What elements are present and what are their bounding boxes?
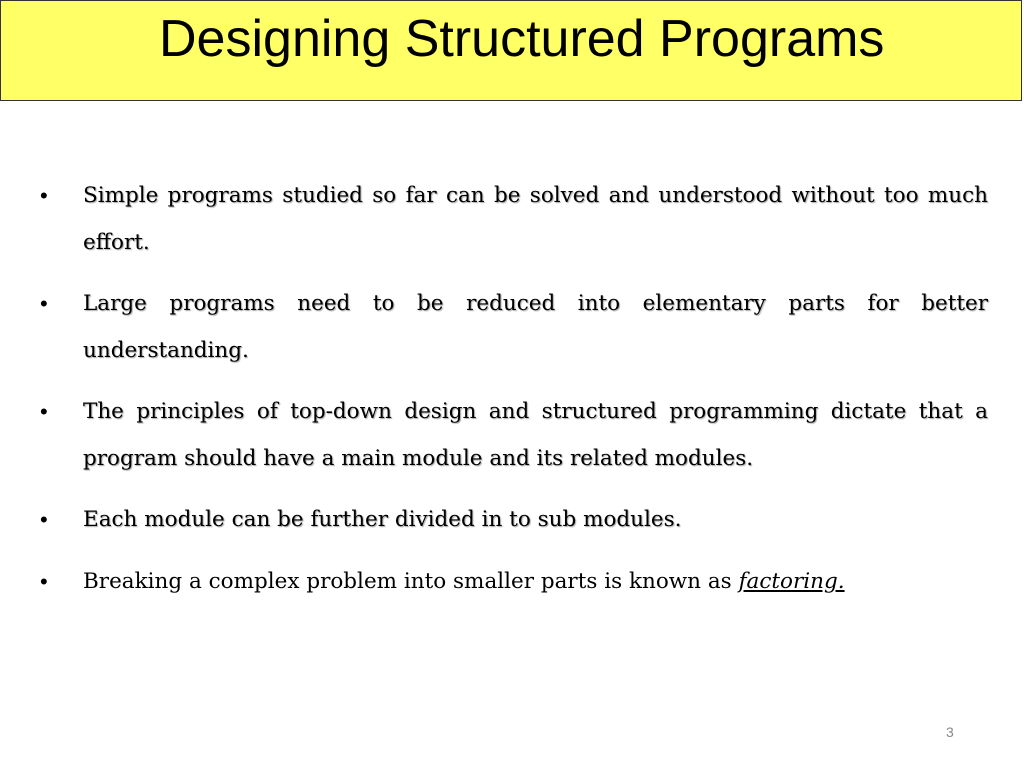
- bullet-text: Each module can be further divided in to sub modules.: [83, 507, 682, 532]
- bullet-marker: •: [40, 569, 48, 594]
- bullet-list: [40, 172, 988, 620]
- list-item: [40, 558, 988, 606]
- bullet-text-prefix: Breaking a complex problem into smaller parts is known as: [83, 569, 739, 594]
- list-item: [40, 388, 988, 482]
- list-item: [40, 172, 988, 266]
- bullet-marker: •: [40, 291, 48, 316]
- slide-title: Designing Structured Programs: [159, 10, 885, 68]
- bullet-marker: •: [40, 399, 48, 424]
- bullet-marker: •: [40, 183, 48, 208]
- bullet-marker: •: [40, 507, 48, 532]
- bullet-text: Large programs need to be reduced into elementary parts for better understanding.: [83, 291, 988, 363]
- factoring-term: factoring.: [738, 569, 845, 594]
- page-number: 3: [946, 724, 954, 740]
- bullet-text: [83, 558, 988, 605]
- list-item: [40, 496, 988, 544]
- bullet-text: Simple programs studied so far can be solved and understood without too much effort.: [83, 183, 988, 255]
- title-bar: [0, 0, 1022, 101]
- bullet-text: The principles of top-down design and structured programming dictate that a program should have a main module and its related modules.: [83, 399, 988, 471]
- list-item: [40, 280, 988, 374]
